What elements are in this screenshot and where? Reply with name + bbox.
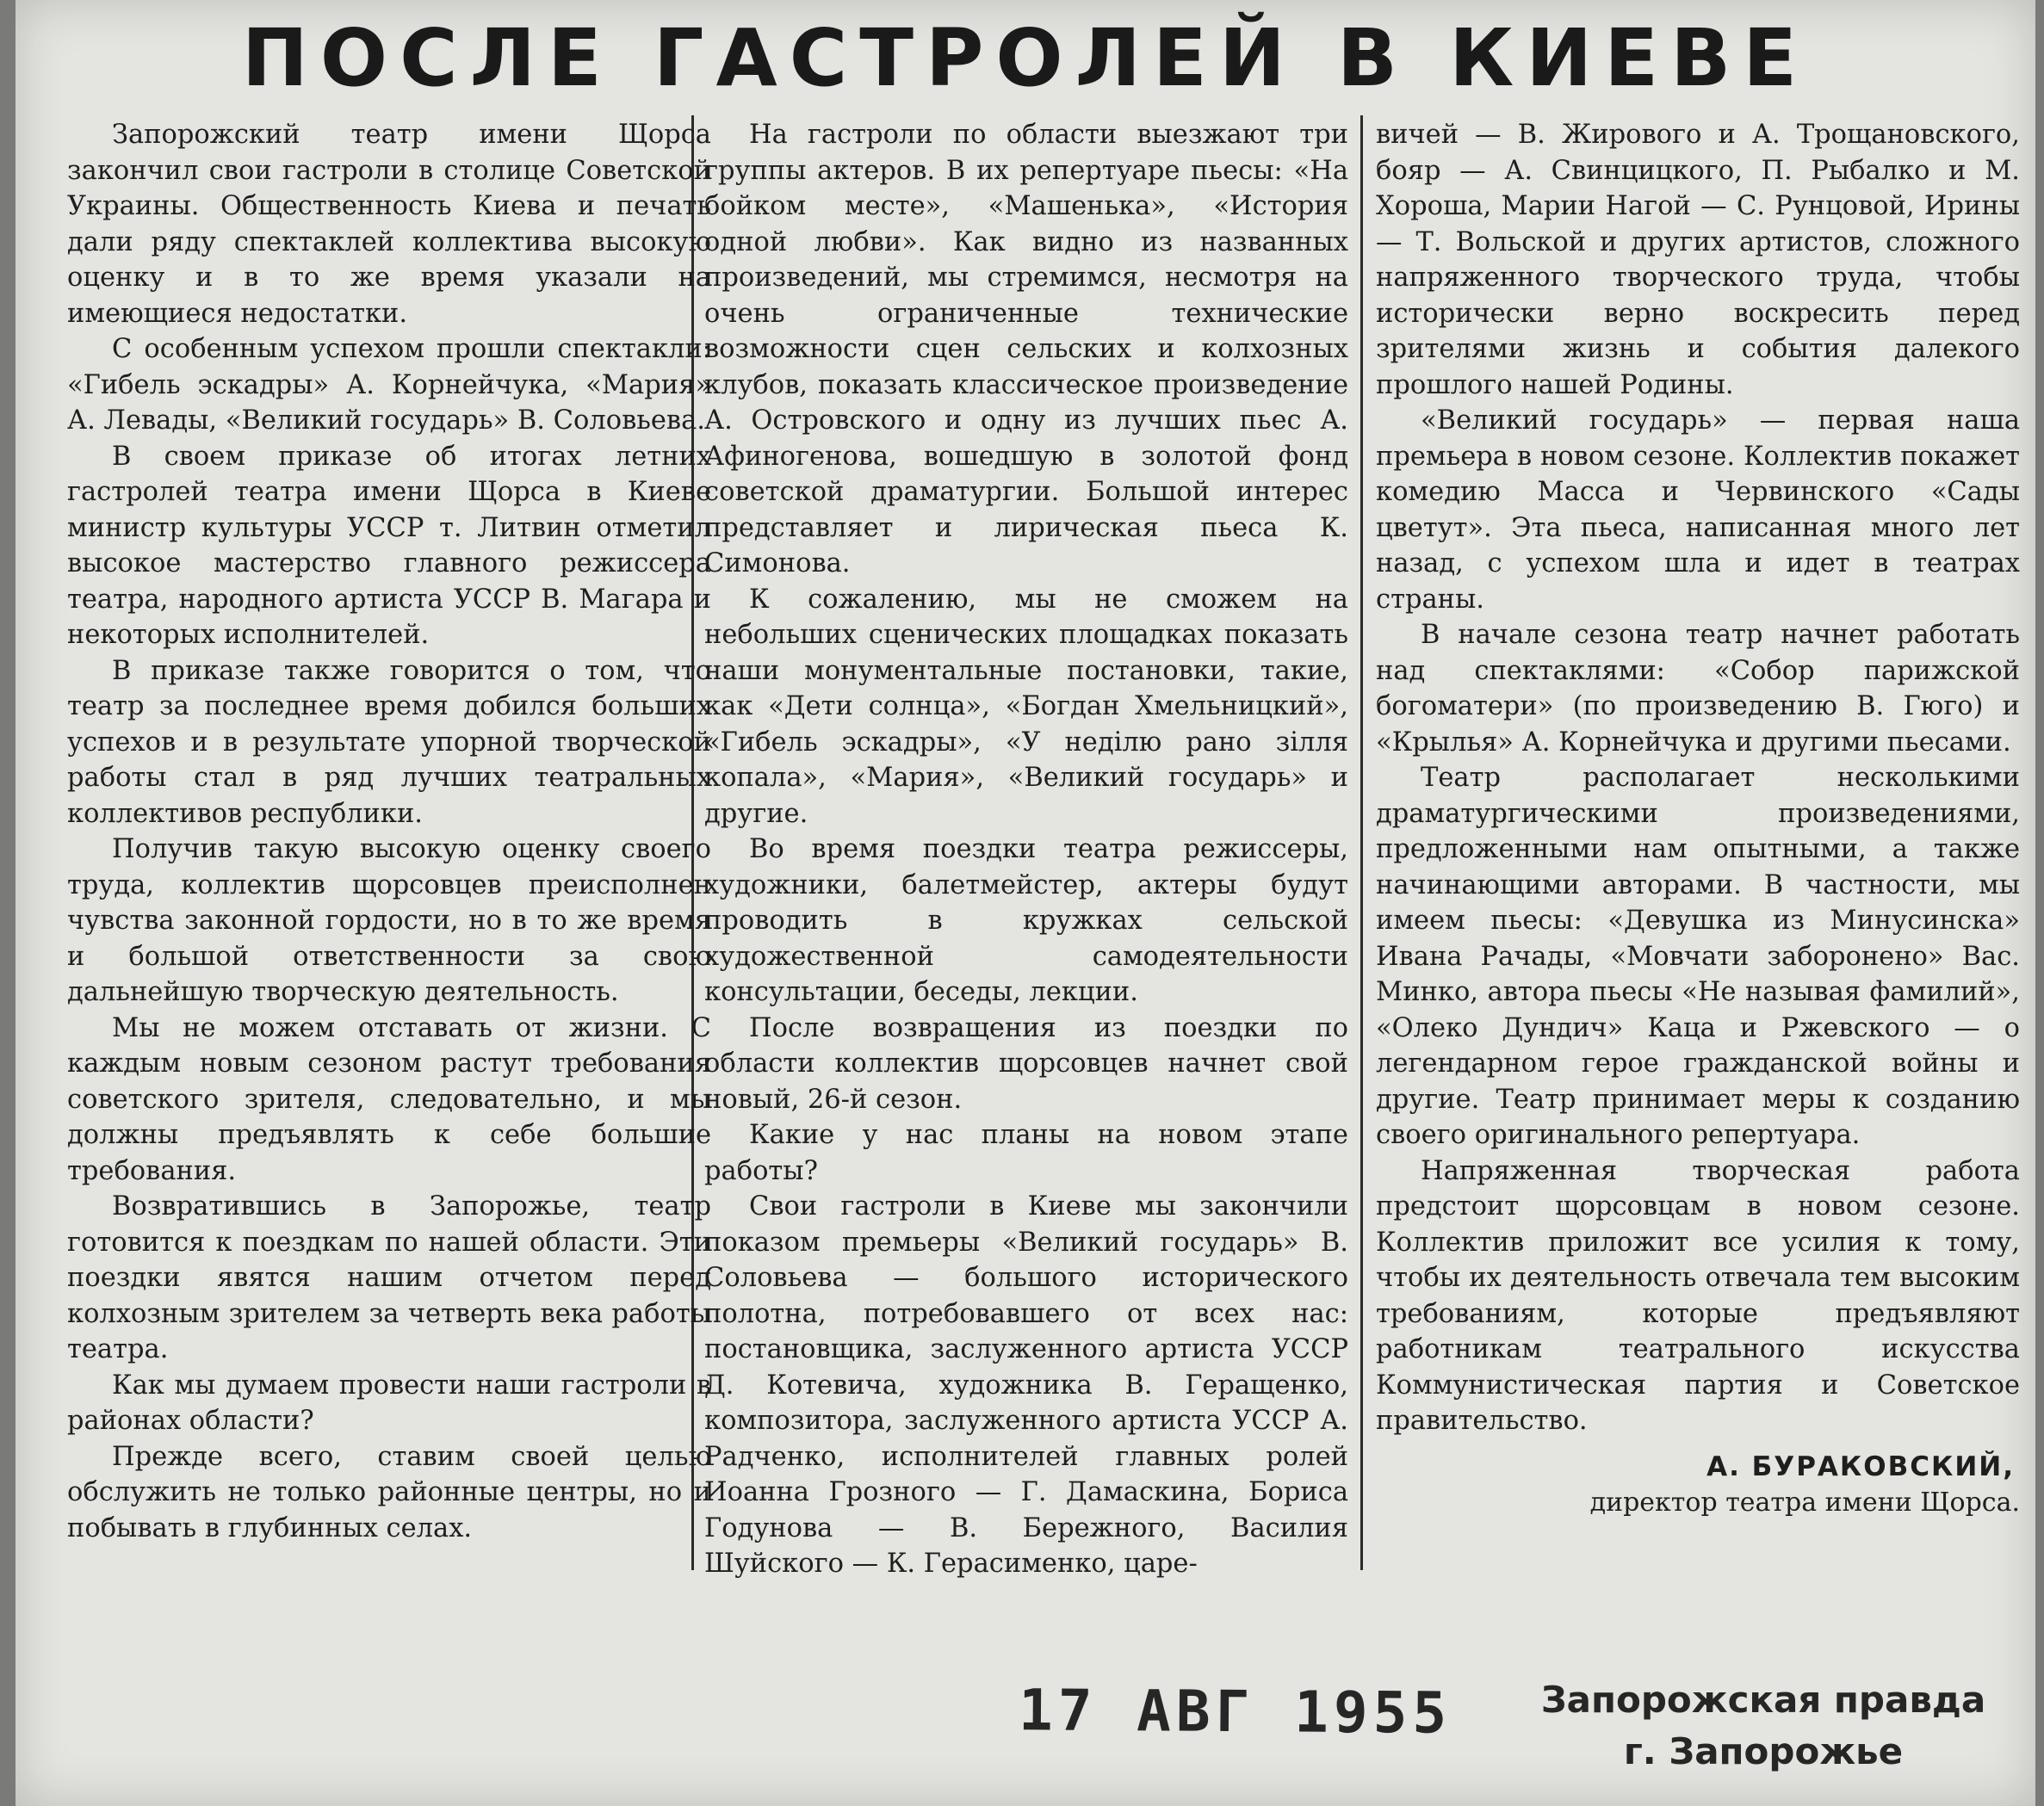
author-name: А. БУРАКОВСКИЙ, xyxy=(1706,1450,2015,1482)
paragraph: С особенным успехом прошли спектакли: «Гибель эскадры» А. Корнейчука, «Мария» А. Левады, «Великий государь» В. Соловьева. xyxy=(67,334,711,436)
paragraph: «Великий государь» — первая наша премьера в новом сезоне. Коллектив покажет комедию Масса и Червинского «Сады цветут». Эта пьеса, написанная много лет назад, с успехом шла и идет в театрах страны. xyxy=(1376,405,2020,615)
article-headline: ПОСЛЕ ГАСТРОЛЕЙ В КИЕВЕ xyxy=(241,12,1810,104)
author-title: директор театра имени Щорса. xyxy=(1589,1487,2020,1518)
archive-date-stamp: 17 АВГ 1955 xyxy=(1018,1677,1452,1747)
article-column-3 xyxy=(1376,117,2020,1521)
paragraph: Мы не можем отставать от жизни. С каждым новым сезоном растут требования советского зрителя, следовательно, и мы должны предъявлять к себе большие требования. xyxy=(67,1012,711,1186)
paragraph: Свои гастроли в Киеве мы закончили показом премьеры «Великий государь» В. Соловьева — большого исторического полотна, потребовавшего от всех нас: постановщика, заслуженного артиста УССР Д. Котевича, художника В. Геращенко, композитора, заслуженного артиста УССР А. Радченко, исполнителей главных ролей Иоанна Грозного — Г. Дамаскина, Бориса Годунова — В. Бережного, Василия Шуйского — К. Герасименко, царе- xyxy=(704,1191,1348,1579)
paragraph: В своем приказе об итогах летних гастролей театра имени Щорса в Киеве министр культуры УССР т. Литвин отметил высокое мастерство главного режиссера театра, народного артиста УССР В. Магара и некоторых исполнителей. xyxy=(67,441,711,650)
paragraph: К сожалению, мы не сможем на небольших сценических площадках показать наши монументальные постановки, такие, как «Дети солнца», «Богдан Хмельницкий», «Гибель эскадры», «У неділю рано зілля копала», «Мария», «Великий государь» и другие. xyxy=(704,584,1348,829)
paragraph: Возвратившись в Запорожье, театр готовится к поездкам по нашей области. Эти поездки явятся нашим отчетом перед колхозным зрителем за четверть века работы театра. xyxy=(67,1191,711,1364)
archive-source-stamp xyxy=(1539,1674,1987,1778)
paragraph: В начале сезона театр начнет работать над спектаклями: «Собор парижской богоматери» (по произведению В. Гюго) и «Крылья» А. Корнейчука и другими пьесами. xyxy=(1376,620,2020,758)
paragraph: Какие у нас планы на новом этапе работы? xyxy=(704,1120,1348,1186)
paragraph: Как мы думаем провести наши гастроли в районах области? xyxy=(67,1370,711,1436)
paragraph: На гастроли по области выезжают три группы актеров. В их репертуаре пьесы: «На бойком месте», «Машенька», «История одной любви». Как видно из названных произведений, мы стремимся, несмотря на очень ограниченные технические возможности сцен сельских и колхозных клубов, показать классическое произведение А. Островского и одну из лучших пьес А. Афиногенова, вошедшую в золотой фонд советской драматургии. Большой интерес представляет и лирическая пьеса К. Симонова. xyxy=(704,120,1348,578)
paragraph: Напряженная творческая работа предстоит щорсовцам в новом сезоне. Коллектив приложит все усилия к тому, чтобы их деятельность отвечала тем высоким требованиям, которые предъявляют работникам театрального искусства Коммунистическая партия и Советское правительство. xyxy=(1376,1155,2020,1436)
source-newspaper: Запорожская правда xyxy=(1540,1679,1986,1721)
column-divider xyxy=(1360,115,1363,1570)
paragraph: Получив такую высокую оценку своего труда, коллектив щорсовцев преисполнен чувства законной гордости, но в то же время и большой ответственности за свою дальнейшую творческую деятельность. xyxy=(67,834,711,1007)
article-column-1 xyxy=(67,117,711,1546)
article-column-2 xyxy=(704,117,1348,1582)
paragraph: Театр располагает несколькими драматургическими произведениями, предложенными нам опытными, а также начинающими авторами. В частности, мы имеем пьесы: «Девушка из Минусинска» Ивана Рачады, «Мовчати заборонено» Вас. Минко, автора пьесы «Не называя фамилий», «Олеко Дундич» Каца и Ржевского — о легендарном герое гражданской войны и другие. Театр принимает меры к созданию своего оригинального репертуара. xyxy=(1376,763,2020,1150)
source-city: г. Запорожье xyxy=(1623,1730,1904,1772)
paragraph: Запорожский театр имени Щорса закончил свои гастроли в столице Советской Украины. Общественность Киева и печать дали ряду спектаклей коллектива высокую оценку и в то же время указали на имеющиеся недостатки. xyxy=(67,120,711,329)
paragraph: Во время поездки театра режиссеры, художники, балетмейстер, актеры будут проводить в кружках сельской художественной самодеятельности консультации, беседы, лекции. xyxy=(704,834,1348,1007)
paragraph: После возвращения из поездки по области коллектив щорсовцев начнет свой новый, 26-й сезон. xyxy=(704,1012,1348,1115)
newspaper-clipping xyxy=(15,0,2035,1806)
paragraph: вичей — В. Жирового и А. Трощановского, бояр — А. Свинцицкого, П. Рыбалко и М. Хороша, Марии Нагой — С. Рунцовой, Ирины — Т. Вольской и других артистов, сложного напряженного творческого труда, чтобы исторически верно воскресить перед зрителями жизнь и события далекого прошлого нашей Родины. xyxy=(1376,120,2020,400)
paragraph: В приказе также говорится о том, что театр за последнее время добился больших успехов и в результате упорной творческой работы стал в ряд лучших театральных коллективов республики. xyxy=(67,655,711,829)
paragraph: Прежде всего, ставим своей целью обслужить не только районные центры, но и побывать в глубинных селах. xyxy=(67,1441,711,1543)
